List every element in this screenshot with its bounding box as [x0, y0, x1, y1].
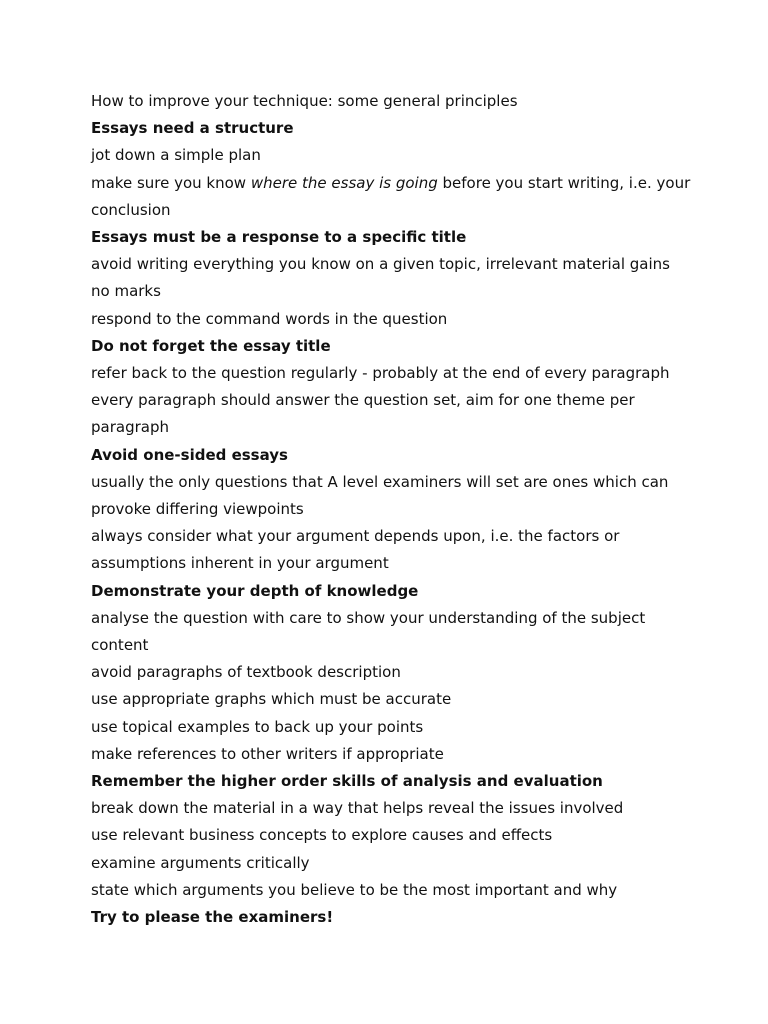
section-item: use appropriate graphs which must be accurate [91, 690, 452, 709]
section-item: avoid writing everything you know on a given topic, irrelevant material gains no marks [91, 255, 670, 301]
item-text-italic: where the essay is going [250, 173, 438, 192]
section-heading-one-sided: Avoid one-sided essays [91, 445, 288, 464]
section-item: usually the only questions that A level examiners will set are ones which can provoke differing viewpoints [91, 472, 669, 519]
section-heading-knowledge: Demonstrate your depth of knowledge [91, 581, 419, 600]
section-item: use topical examples to back up your points [91, 717, 424, 736]
section-item: respond to the command words in the question [91, 309, 448, 328]
section-item: jot down a simple plan [91, 146, 261, 165]
section-item: use relevant business concepts to explore causes and effects [91, 826, 553, 845]
item-text-before: make sure you know [91, 173, 251, 192]
document-body [91, 88, 691, 931]
document-title: How to improve your technique: some general principles [91, 92, 518, 110]
section-item: break down the material in a way that helps reveal the issues involved [91, 799, 624, 818]
section-item: avoid paragraphs of textbook description [91, 663, 401, 682]
section-heading-essay-title: Do not forget the essay title [91, 336, 331, 355]
section-item-conclusion [91, 170, 691, 224]
section-item: examine arguments critically [91, 853, 310, 872]
item-text-after: before you start writing, i.e. your conclusion [91, 173, 691, 219]
section-item: always consider what your argument depends upon, i.e. the factors or assumptions inherent in your argument [91, 527, 620, 573]
section-item: refer back to the question regularly - probably at the end of every paragraph [91, 364, 670, 383]
section-heading-response: Essays must be a response to a specific title [91, 228, 467, 247]
section-item: every paragraph should answer the question set, aim for one theme per paragraph [91, 391, 635, 437]
section-heading-higher-order-skills: Remember the higher order skills of analysis and evaluation [91, 772, 603, 791]
section-item: analyse the question with care to show your understanding of the subject content [91, 608, 646, 655]
section-heading-structure: Essays need a structure [91, 119, 294, 138]
section-heading-please-examiners: Try to please the examiners! [91, 908, 334, 927]
section-item: make references to other writers if appropriate [91, 744, 444, 763]
section-item: state which arguments you believe to be the most important and why [91, 880, 618, 899]
